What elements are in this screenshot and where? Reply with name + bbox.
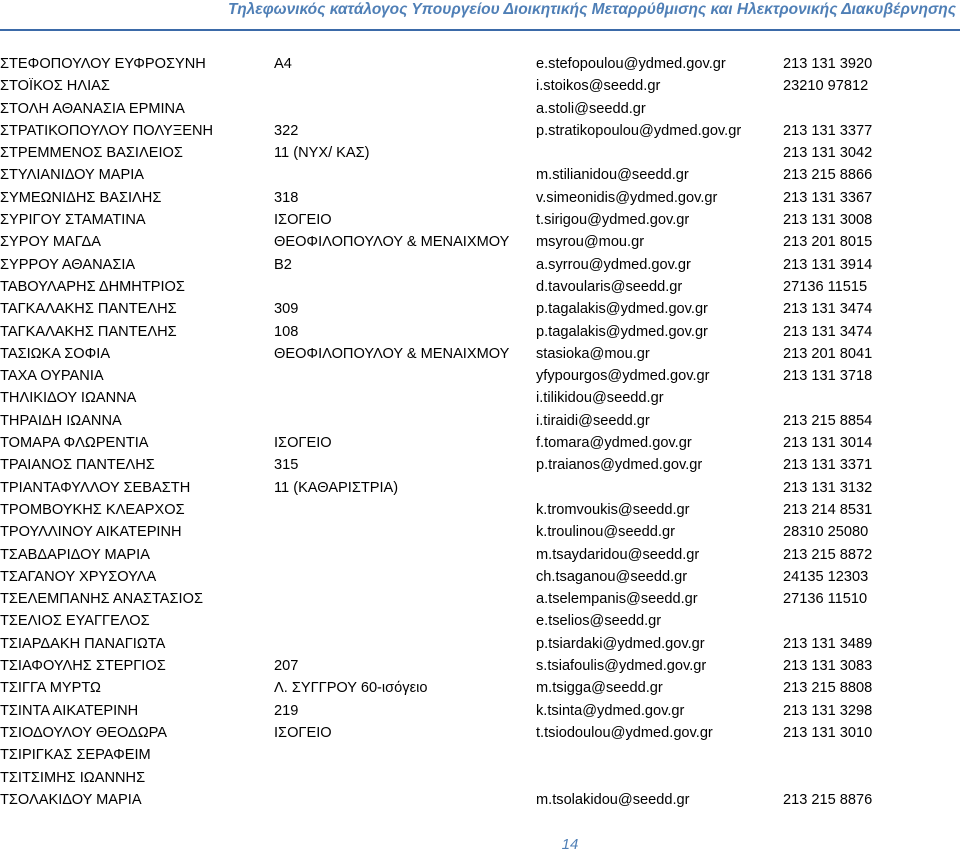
- email-cell: p.tsiardaki@ydmed.gov.gr: [536, 635, 705, 652]
- office-cell: 219: [274, 702, 299, 719]
- email-cell: m.tsolakidou@seedd.gr: [536, 791, 690, 808]
- email-cell: e.stefopoulou@ydmed.gov.gr: [536, 56, 726, 72]
- office-cell: 309: [274, 301, 299, 318]
- name-cell: ΤΗΛΙΚΙΔΟΥ ΙΩΑΝΝΑ: [0, 390, 137, 407]
- email-cell: i.tiraidi@seedd.gr: [536, 412, 650, 429]
- table-row: [0, 566, 960, 588]
- table-row: [0, 387, 960, 409]
- email-cell: e.tselios@seedd.gr: [536, 613, 662, 630]
- phone-cell: 213 201 8015: [783, 234, 873, 251]
- phone-cell: 213 214 8531: [783, 501, 873, 518]
- name-cell: ΣΤΕΦΟΠΟΥΛΟΥ ΕΥΦΡΟΣΥΝΗ: [0, 56, 206, 72]
- phone-cell: 213 131 3042: [783, 145, 873, 162]
- office-cell: Λ. ΣΥΓΓΡΟΥ 60-ισόγειο: [274, 680, 428, 697]
- table-row: [0, 544, 960, 566]
- table-row: [0, 477, 960, 499]
- email-cell: v.simeonidis@ydmed.gov.gr: [536, 189, 718, 206]
- phone-cell: 213 131 3718: [783, 368, 873, 385]
- phone-cell: 213 131 3474: [783, 323, 873, 340]
- name-cell: ΣΤΟΪΚΟΣ ΗΛΙΑΣ: [0, 78, 110, 95]
- email-cell: a.syrrou@ydmed.gov.gr: [536, 256, 691, 273]
- name-cell: ΣΤΡΑΤΙΚΟΠΟΥΛΟΥ ΠΟΛΥΞΕΝΗ: [0, 122, 214, 139]
- name-cell: ΤΣΙΤΣΙΜΗΣ ΙΩΑΝΝΗΣ: [0, 769, 146, 786]
- phone-cell: 213 201 8041: [783, 345, 873, 362]
- name-cell: ΤΡΑΙΑΝΟΣ ΠΑΝΤΕΛΗΣ: [0, 457, 155, 474]
- phone-cell: 213 131 3474: [783, 301, 873, 318]
- name-cell: ΤΑΧΑ ΟΥΡΑΝΙΑ: [0, 368, 104, 385]
- table-row: [0, 410, 960, 432]
- email-cell: k.troulinou@seedd.gr: [536, 524, 675, 541]
- phone-cell: 213 131 3132: [783, 479, 873, 496]
- name-cell: ΤΣΙΡΙΓΚΑΣ ΣΕΡΑΦΕΙΜ: [0, 747, 151, 764]
- email-cell: f.tomara@ydmed.gov.gr: [536, 435, 692, 452]
- email-cell: d.tavoularis@seedd.gr: [536, 278, 683, 295]
- name-cell: ΤΣΕΛΙΟΣ ΕΥΑΓΓΕΛΟΣ: [0, 613, 150, 630]
- table-row: [0, 187, 960, 209]
- directory-table: [0, 53, 960, 811]
- email-cell: t.tsiodoulou@ydmed.gov.gr: [536, 724, 713, 741]
- table-row: [0, 164, 960, 186]
- office-cell: ΘΕΟΦΙΛΟΠΟΥΛΟΥ & ΜΕΝΑΙΧΜΟΥ: [274, 345, 510, 362]
- email-cell: a.tselempanis@seedd.gr: [536, 591, 698, 608]
- name-cell: ΤΣΑΒΔΑΡΙΔΟΥ ΜΑΡΙΑ: [0, 546, 150, 563]
- email-cell: msyrou@mou.gr: [536, 234, 645, 251]
- email-cell: m.tsaydaridou@seedd.gr: [536, 546, 700, 563]
- name-cell: ΣΥΡΙΓΟΥ ΣΤΑΜΑΤΙΝΑ: [0, 212, 146, 229]
- document-title: Τηλεφωνικός κατάλογος Υπουργείου Διοικητικής Μεταρρύθμισης και Ηλεκτρονικής Διακυβέρνησης: [228, 1, 956, 18]
- name-cell: ΤΣΙΑΦΟΥΛΗΣ ΣΤΕΡΓΙΟΣ: [0, 658, 166, 675]
- name-cell: ΤΣΙΓΓΑ ΜΥΡΤΩ: [0, 680, 101, 697]
- office-cell: ΙΣΟΓΕΙΟ: [274, 435, 332, 452]
- table-row: [0, 633, 960, 655]
- name-cell: ΣΥΡΟΥ ΜΑΓΔΑ: [0, 234, 101, 251]
- phone-cell: 213 215 8872: [783, 546, 873, 563]
- name-cell: ΤΣΕΛΕΜΠΑΝΗΣ ΑΝΑΣΤΑΣΙΟΣ: [0, 591, 203, 608]
- email-cell: p.tagalakis@ydmed.gov.gr: [536, 323, 708, 340]
- office-cell: Β2: [274, 256, 292, 273]
- page-number: 14: [561, 836, 579, 853]
- office-cell: 315: [274, 457, 299, 474]
- name-cell: ΣΤΟΛΗ ΑΘΑΝΑΣΙΑ ΕΡΜΙΝΑ: [0, 100, 185, 117]
- name-cell: ΤΗΡΑΙΔΗ ΙΩΑΝΝΑ: [0, 412, 122, 429]
- table-row: [0, 454, 960, 476]
- table-row: [0, 231, 960, 253]
- office-cell: 318: [274, 189, 299, 206]
- name-cell: ΤΡΟΥΛΛΙΝΟΥ ΑΙΚΑΤΕΡΙΝΗ: [0, 524, 182, 541]
- phone-cell: 213 131 3371: [783, 457, 873, 474]
- name-cell: ΤΣΙΟΔΟΥΛΟΥ ΘΕΟΔΩΡΑ: [0, 724, 168, 741]
- email-cell: m.tsigga@seedd.gr: [536, 680, 663, 697]
- name-cell: ΤΣΙΝΤΑ ΑΙΚΑΤΕΡΙΝΗ: [0, 702, 139, 719]
- phone-cell: 213 131 3914: [783, 256, 873, 273]
- phone-cell: 213 131 3008: [783, 212, 873, 229]
- table-row: [0, 254, 960, 276]
- page-header: [0, 0, 960, 24]
- email-cell: k.tromvoukis@seedd.gr: [536, 501, 690, 518]
- table-row: [0, 298, 960, 320]
- name-cell: ΤΑΒΟΥΛΑΡΗΣ ΔΗΜΗΤΡΙΟΣ: [0, 278, 185, 295]
- table-row: [0, 655, 960, 677]
- email-cell: ch.tsaganou@seedd.gr: [536, 568, 688, 585]
- phone-cell: 213 131 3377: [783, 122, 873, 139]
- phone-cell: 213 131 3083: [783, 658, 873, 675]
- email-cell: yfypourgos@ydmed.gov.gr: [536, 368, 710, 385]
- name-cell: ΤΣΙΑΡΔΑΚΗ ΠΑΝΑΓΙΩΤΑ: [0, 635, 166, 652]
- office-cell: ΙΣΟΓΕΙΟ: [274, 212, 332, 229]
- phone-cell: 213 131 3367: [783, 189, 873, 206]
- table-row: [0, 142, 960, 164]
- table-row: [0, 767, 960, 789]
- phone-cell: 28310 25080: [783, 524, 869, 541]
- table-row: [0, 365, 960, 387]
- phone-cell: 213 131 3298: [783, 702, 873, 719]
- email-cell: a.stoli@seedd.gr: [536, 100, 646, 117]
- table-row: [0, 700, 960, 722]
- table-row: [0, 610, 960, 632]
- header-divider: [0, 29, 960, 31]
- name-cell: ΤΣΟΛΑΚΙΔΟΥ ΜΑΡΙΑ: [0, 791, 142, 808]
- email-cell: i.stoikos@seedd.gr: [536, 78, 661, 95]
- email-cell: s.tsiafoulis@ydmed.gov.gr: [536, 658, 707, 675]
- office-cell: 108: [274, 323, 299, 340]
- table-row: [0, 722, 960, 744]
- phone-cell: 213 215 8876: [783, 791, 873, 808]
- name-cell: ΣΤΡΕΜΜΕΝΟΣ ΒΑΣΙΛΕΙΟΣ: [0, 145, 183, 162]
- name-cell: ΤΑΣΙΩΚΑ ΣΟΦΙΑ: [0, 345, 111, 362]
- name-cell: ΣΤΥΛΙΑΝΙΔΟΥ ΜΑΡΙΑ: [0, 167, 144, 184]
- phone-cell: 213 131 3489: [783, 635, 873, 652]
- phone-cell: 213 215 8866: [783, 167, 873, 184]
- phone-cell: 213 131 3014: [783, 435, 873, 452]
- table-row: [0, 744, 960, 766]
- table-row: [0, 521, 960, 543]
- phone-cell: 27136 11510: [783, 591, 868, 608]
- email-cell: p.tagalakis@ydmed.gov.gr: [536, 301, 708, 318]
- office-cell: ΙΣΟΓΕΙΟ: [274, 724, 332, 741]
- phone-cell: 23210 97812: [783, 78, 869, 95]
- table-row: [0, 321, 960, 343]
- name-cell: ΤΑΓΚΑΛΑΚΗΣ ΠΑΝΤΕΛΗΣ: [0, 301, 177, 318]
- office-cell: 207: [274, 658, 299, 675]
- table-row: [0, 789, 960, 811]
- email-cell: t.sirigou@ydmed.gov.gr: [536, 212, 690, 229]
- name-cell: ΣΥΡΡΟΥ ΑΘΑΝΑΣΙΑ: [0, 256, 136, 273]
- table-row: [0, 53, 960, 75]
- office-cell: 322: [274, 122, 299, 139]
- phone-cell: 213 215 8808: [783, 680, 873, 697]
- table-row: [0, 120, 960, 142]
- table-row: [0, 432, 960, 454]
- phone-cell: 213 215 8854: [783, 412, 873, 429]
- phone-cell: 24135 12303: [783, 568, 869, 585]
- office-cell: ΘΕΟΦΙΛΟΠΟΥΛΟΥ & ΜΕΝΑΙΧΜΟΥ: [274, 234, 510, 251]
- phone-cell: 27136 11515: [783, 278, 868, 295]
- name-cell: ΣΥΜΕΩΝΙΔΗΣ ΒΑΣΙΛΗΣ: [0, 189, 162, 206]
- table-row: [0, 677, 960, 699]
- name-cell: ΤΟΜΑΡΑ ΦΛΩΡΕΝΤΙΑ: [0, 435, 149, 452]
- phone-cell: 213 131 3010: [783, 724, 873, 741]
- table-row: [0, 209, 960, 231]
- email-cell: i.tilikidou@seedd.gr: [536, 390, 664, 407]
- email-cell: m.stilianidou@seedd.gr: [536, 167, 689, 184]
- email-cell: p.traianos@ydmed.gov.gr: [536, 457, 703, 474]
- office-cell: 11 (ΝΥΧ/ ΚΑΣ): [274, 145, 370, 162]
- table-row: [0, 276, 960, 298]
- phone-cell: 213 131 3920: [783, 56, 873, 72]
- table-row: [0, 499, 960, 521]
- table-row: [0, 343, 960, 365]
- name-cell: ΤΣΑΓΑΝΟΥ ΧΡΥΣΟΥΛΑ: [0, 568, 157, 585]
- table-row: [0, 98, 960, 120]
- name-cell: ΤΑΓΚΑΛΑΚΗΣ ΠΑΝΤΕΛΗΣ: [0, 323, 177, 340]
- email-cell: stasioka@mou.gr: [536, 345, 650, 362]
- table-row: [0, 75, 960, 97]
- name-cell: ΤΡΟΜΒΟΥΚΗΣ ΚΛΕΑΡΧΟΣ: [0, 501, 185, 518]
- email-cell: k.tsinta@ydmed.gov.gr: [536, 702, 685, 719]
- office-cell: Α4: [274, 56, 292, 72]
- office-cell: 11 (ΚΑΘΑΡΙΣΤΡΙΑ): [274, 479, 399, 496]
- name-cell: ΤΡΙΑΝΤΑΦΥΛΛΟΥ ΣΕΒΑΣΤΗ: [0, 479, 191, 496]
- table-row: [0, 588, 960, 610]
- email-cell: p.stratikopoulou@ydmed.gov.gr: [536, 122, 742, 139]
